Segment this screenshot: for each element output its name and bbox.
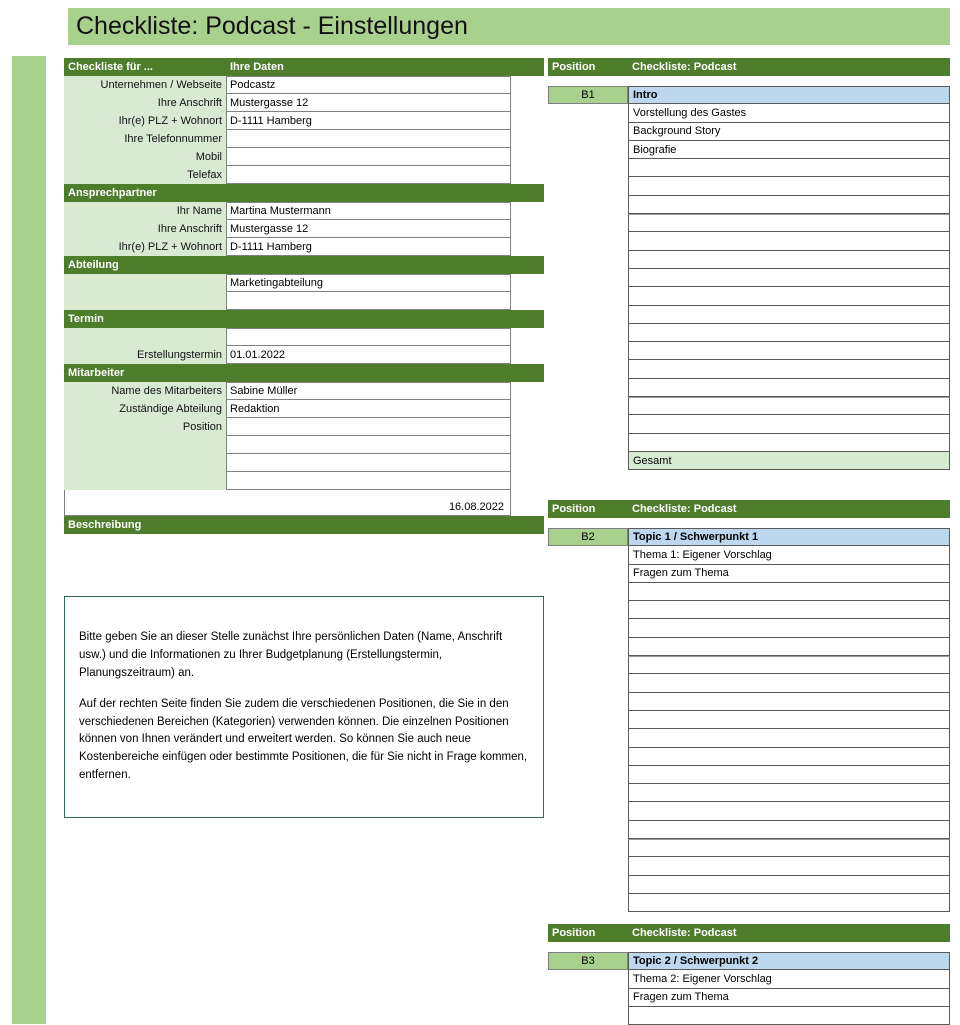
left-form-panel: [64, 58, 544, 534]
section-header-label: Checkliste für ...: [68, 61, 153, 73]
checklist-item-cell[interactable]: [628, 324, 950, 342]
checklist-item-cell[interactable]: [628, 693, 950, 711]
form-row-input[interactable]: 01.01.2022: [226, 346, 511, 364]
panel-header-title: Checkliste: Podcast: [632, 927, 737, 939]
checklist-row: [548, 306, 950, 324]
form-row: [64, 472, 544, 490]
checklist-item-cell[interactable]: [628, 821, 950, 839]
checklist-item-cell[interactable]: [628, 711, 950, 729]
position-code-badge: B3: [548, 952, 628, 970]
row-position-spacer: [548, 784, 628, 802]
checklist-row: [548, 693, 950, 711]
form-row-label: Ihre Anschrift: [64, 220, 226, 238]
checklist-row: [548, 876, 950, 894]
checklist-row: [548, 857, 950, 875]
checklist-row: [548, 766, 950, 784]
form-row-input[interactable]: Sabine Müller: [226, 382, 511, 400]
document-title-bar: [68, 8, 950, 45]
checklist-item-cell[interactable]: [628, 583, 950, 601]
form-row: [64, 346, 544, 364]
checklist-row: [548, 1007, 950, 1025]
panel-table: [548, 952, 950, 1025]
checklist-row: [548, 989, 950, 1007]
checklist-item-cell[interactable]: [628, 839, 950, 857]
checklist-row: [548, 711, 950, 729]
checklist-row: [548, 251, 950, 269]
row-spacer: [511, 94, 544, 112]
panel-header-position: Position: [552, 61, 596, 73]
checklist-row: [548, 748, 950, 766]
checklist-item-cell[interactable]: [628, 306, 950, 324]
row-position-spacer: [548, 674, 628, 692]
form-row-label: [64, 292, 226, 310]
form-row-input[interactable]: [226, 328, 511, 346]
row-position-spacer: [548, 970, 628, 988]
form-row: [64, 202, 544, 220]
checklist-row: [548, 379, 950, 397]
checklist-row: [548, 397, 950, 415]
section-header-sublabel: [226, 364, 544, 382]
form-row-label: Unternehmen / Webseite: [64, 76, 226, 94]
row-position-spacer: [548, 656, 628, 674]
row-position-spacer: [548, 123, 628, 141]
checklist-item-cell[interactable]: [628, 674, 950, 692]
form-row: [64, 76, 544, 94]
panel-title-cell[interactable]: Topic 1 / Schwerpunkt 1: [628, 528, 950, 546]
row-spacer: [511, 130, 544, 148]
date-stamp: 16.08.2022: [448, 501, 504, 513]
position-code-badge: B2: [548, 528, 628, 546]
row-spacer: [511, 418, 544, 436]
section-header-ansprechpartner: [64, 184, 544, 202]
checklist-row: [548, 196, 950, 214]
row-position-spacer: [548, 601, 628, 619]
checklist-row: [548, 287, 950, 305]
form-row: [64, 328, 544, 346]
row-spacer: [511, 328, 544, 346]
checklist-item-cell[interactable]: [628, 656, 950, 674]
total-position-spacer: [548, 452, 628, 470]
row-position-spacer: [548, 802, 628, 820]
row-position-spacer: [548, 104, 628, 122]
row-position-spacer: [548, 342, 628, 360]
total-label-cell: Gesamt: [628, 452, 950, 470]
panel-header: [548, 500, 950, 518]
row-position-spacer: [548, 857, 628, 875]
form-row-input[interactable]: D-1111 Hamberg: [226, 112, 511, 130]
form-row-label: Zuständige Abteilung: [64, 400, 226, 418]
checklist-item-cell[interactable]: [628, 269, 950, 287]
checklist-row: [548, 601, 950, 619]
checklist-item-cell[interactable]: [628, 360, 950, 378]
form-row: [64, 454, 544, 472]
form-row: [64, 274, 544, 292]
checklist-item-cell[interactable]: [628, 619, 950, 637]
form-row-label: Ihre Telefonnummer: [64, 130, 226, 148]
row-position-spacer: [548, 397, 628, 415]
checklist-item-cell[interactable]: [628, 342, 950, 360]
checklist-row: [548, 269, 950, 287]
checklist-row: [548, 894, 950, 912]
form-row-input[interactable]: [226, 148, 511, 166]
checklist-row: [548, 674, 950, 692]
panel-header-title: Checkliste: Podcast: [632, 503, 737, 515]
form-row: [64, 94, 544, 112]
row-position-spacer: [548, 546, 628, 564]
row-position-spacer: [548, 415, 628, 433]
date-stamp-cell: [64, 490, 511, 516]
form-row: [64, 112, 544, 130]
row-spacer: [511, 202, 544, 220]
checklist-panel-b1: [548, 58, 950, 470]
checklist-row: [548, 638, 950, 656]
checklist-item-cell[interactable]: Background Story: [628, 123, 950, 141]
checklist-row: [548, 123, 950, 141]
checklist-row: [548, 232, 950, 250]
checklist-item-cell[interactable]: [628, 894, 950, 912]
section-header-sublabel: [226, 184, 544, 202]
panel-title-row: [548, 952, 950, 970]
row-position-spacer: [548, 989, 628, 1007]
checklist-item-cell[interactable]: Fragen zum Thema: [628, 989, 950, 1007]
form-row-label: Ihre Anschrift: [64, 94, 226, 112]
row-position-spacer: [548, 159, 628, 177]
checklist-row: [548, 141, 950, 159]
row-spacer: [511, 436, 544, 454]
row-spacer: [511, 76, 544, 94]
row-spacer: [511, 382, 544, 400]
row-position-spacer: [548, 876, 628, 894]
row-position-spacer: [548, 232, 628, 250]
row-spacer: [511, 454, 544, 472]
checklist-row: [548, 970, 950, 988]
section-header-abteilung: [64, 256, 544, 274]
form-row-label: Telefax: [64, 166, 226, 184]
section-header-beschreibung: Beschreibung: [64, 516, 544, 534]
checklist-item-cell[interactable]: [628, 434, 950, 452]
panel-title-row: [548, 528, 950, 546]
row-position-spacer: [548, 360, 628, 378]
form-row-label: [64, 328, 226, 346]
checklist-row: [548, 159, 950, 177]
form-row-label: Name des Mitarbeiters: [64, 382, 226, 400]
row-position-spacer: [548, 583, 628, 601]
form-row-label: Erstellungstermin: [64, 346, 226, 364]
row-position-spacer: [548, 251, 628, 269]
checklist-item-cell[interactable]: [628, 159, 950, 177]
checklist-row: [548, 360, 950, 378]
checklist-item-cell[interactable]: [628, 214, 950, 232]
checklist-item-cell[interactable]: [628, 1007, 950, 1025]
checklist-row: [548, 177, 950, 195]
checklist-item-cell[interactable]: [628, 177, 950, 195]
row-position-spacer: [548, 434, 628, 452]
checklist-row: [548, 546, 950, 564]
form-row-label: Ihr(e) PLZ + Wohnort: [64, 238, 226, 256]
panel-header: [548, 924, 950, 942]
form-row: [64, 436, 544, 454]
row-spacer: [511, 274, 544, 292]
checklist-item-cell[interactable]: [628, 729, 950, 747]
form-row-input[interactable]: Mustergasse 12: [226, 94, 511, 112]
checklist-row: [548, 342, 950, 360]
form-row-input[interactable]: Marketingabteilung: [226, 274, 511, 292]
checklist-row: [548, 802, 950, 820]
row-position-spacer: [548, 214, 628, 232]
checklist-item-cell[interactable]: Biografie: [628, 141, 950, 159]
row-spacer: [511, 292, 544, 310]
row-position-spacer: [548, 306, 628, 324]
section-header-sublabel: [226, 310, 544, 328]
row-position-spacer: [548, 821, 628, 839]
left-accent-strip: [12, 56, 46, 1024]
checklist-row: [548, 583, 950, 601]
checklist-item-cell[interactable]: [628, 876, 950, 894]
checklist-item-cell[interactable]: [628, 766, 950, 784]
position-code-badge: B1: [548, 86, 628, 104]
row-position-spacer: [548, 638, 628, 656]
row-spacer: [511, 112, 544, 130]
form-row-label: [64, 472, 226, 490]
total-row: [548, 452, 950, 470]
checklist-row: [548, 619, 950, 637]
panel-header: [548, 58, 950, 76]
row-position-spacer: [548, 379, 628, 397]
row-position-spacer: [548, 748, 628, 766]
section-header-label: Abteilung: [68, 259, 119, 271]
form-row-label: Ihr Name: [64, 202, 226, 220]
form-row-input[interactable]: Podcastz: [226, 76, 511, 94]
checklist-row: [548, 729, 950, 747]
row-spacer: [511, 400, 544, 418]
checklist-item-cell[interactable]: [628, 251, 950, 269]
panel-title-cell[interactable]: Topic 2 / Schwerpunkt 2: [628, 952, 950, 970]
checklist-row: [548, 214, 950, 232]
form-row: [64, 220, 544, 238]
form-row-input[interactable]: [226, 436, 511, 454]
form-row-input[interactable]: [226, 454, 511, 472]
checklist-item-cell[interactable]: Thema 2: Eigener Vorschlag: [628, 970, 950, 988]
form-row-input[interactable]: [226, 292, 511, 310]
checklist-row: [548, 434, 950, 452]
form-row-input[interactable]: [226, 472, 511, 490]
row-position-spacer: [548, 324, 628, 342]
form-row-label: Position: [64, 418, 226, 436]
row-position-spacer: [548, 766, 628, 784]
row-position-spacer: [548, 565, 628, 583]
form-row: [64, 130, 544, 148]
form-row-label: Ihr(e) PLZ + Wohnort: [64, 112, 226, 130]
form-row-input[interactable]: [226, 166, 511, 184]
row-position-spacer: [548, 1007, 628, 1025]
form-row: [64, 292, 544, 310]
checklist-row: [548, 415, 950, 433]
form-row: [64, 382, 544, 400]
checklist-row: [548, 656, 950, 674]
row-position-spacer: [548, 619, 628, 637]
checklist-panel-b3: [548, 924, 950, 1025]
form-row: [64, 400, 544, 418]
description-paragraph: Bitte geben Sie an dieser Stelle zunächst Ihre persönlichen Daten (Name, Anschrift usw.) und die Informationen zu Ihrer Budgetplanung (Erstellungstermin, Planungszeitraum) an.: [79, 631, 503, 679]
page-title: Checkliste: Podcast - Einstellungen: [76, 12, 468, 40]
checklist-item-cell[interactable]: Vorstellung des Gastes: [628, 104, 950, 122]
form-row-label: [64, 454, 226, 472]
row-position-spacer: [548, 196, 628, 214]
checklist-item-cell[interactable]: [628, 287, 950, 305]
panel-title-row: [548, 86, 950, 104]
description-paragraph: Auf der rechten Seite finden Sie zudem die verschiedenen Positionen, die Sie in den verschiedenen Bereichen (Kategorien) verwenden können. Die einzelnen Positionen können von Ihnen verändert und erweitert werden. So können Sie auch neue Kostenbereiche einfügen oder bestimmte Positionen, die für Sie nicht in Frage kommen, entfernen.: [79, 697, 528, 781]
checklist-item-cell[interactable]: [628, 857, 950, 875]
section-header-label: Termin: [68, 313, 104, 325]
row-spacer: [511, 166, 544, 184]
row-spacer: [511, 472, 544, 490]
row-spacer: [511, 148, 544, 166]
panel-table: [548, 528, 950, 912]
checklist-item-cell[interactable]: [628, 415, 950, 433]
checklist-item-cell[interactable]: [628, 601, 950, 619]
form-row-input[interactable]: [226, 418, 511, 436]
panel-title-cell[interactable]: Intro: [628, 86, 950, 104]
form-row-label: [64, 436, 226, 454]
checklist-item-cell[interactable]: [628, 802, 950, 820]
panel-header-position: Position: [552, 503, 596, 515]
checklist-row: [548, 839, 950, 857]
form-row: [64, 148, 544, 166]
section-header-checkliste-fuer: [64, 58, 544, 76]
description-textbox[interactable]: [64, 596, 544, 818]
row-spacer: [511, 220, 544, 238]
row-spacer: [511, 238, 544, 256]
panel-table: [548, 86, 950, 470]
checklist-row: [548, 784, 950, 802]
form-row-input[interactable]: Martina Mustermann: [226, 202, 511, 220]
checklist-item-cell[interactable]: [628, 196, 950, 214]
form-row-label: Mobil: [64, 148, 226, 166]
section-header-label: Mitarbeiter: [68, 367, 125, 379]
form-row-input[interactable]: Mustergasse 12: [226, 220, 511, 238]
section-header-sublabel: Ihre Daten: [230, 61, 284, 73]
checklist-row: [548, 324, 950, 342]
form-row: [64, 238, 544, 256]
checklist-item-cell[interactable]: [628, 638, 950, 656]
form-row: [64, 166, 544, 184]
row-position-spacer: [548, 894, 628, 912]
checklist-item-cell[interactable]: [628, 232, 950, 250]
checklist-item-cell[interactable]: [628, 784, 950, 802]
panel-header-title: Checkliste: Podcast: [632, 61, 737, 73]
form-row-label: [64, 274, 226, 292]
row-position-spacer: [548, 839, 628, 857]
checklist-row: [548, 565, 950, 583]
checklist-item-cell[interactable]: [628, 379, 950, 397]
panel-header-position: Position: [552, 927, 596, 939]
row-position-spacer: [548, 287, 628, 305]
checklist-item-cell[interactable]: [628, 748, 950, 766]
row-position-spacer: [548, 177, 628, 195]
form-row-input[interactable]: D-1111 Hamberg: [226, 238, 511, 256]
form-row-input[interactable]: [226, 130, 511, 148]
row-position-spacer: [548, 269, 628, 287]
section-header-mitarbeiter: [64, 364, 544, 382]
checklist-panel-b2: [548, 500, 950, 912]
section-header-sublabel: [226, 256, 544, 274]
checklist-row: [548, 821, 950, 839]
row-position-spacer: [548, 693, 628, 711]
section-header-termin: [64, 310, 544, 328]
row-position-spacer: [548, 141, 628, 159]
row-position-spacer: [548, 729, 628, 747]
checklist-item-cell[interactable]: Fragen zum Thema: [628, 565, 950, 583]
form-row-input[interactable]: Redaktion: [226, 400, 511, 418]
checklist-item-cell[interactable]: Thema 1: Eigener Vorschlag: [628, 546, 950, 564]
form-row: [64, 418, 544, 436]
section-header-label: Ansprechpartner: [68, 187, 157, 199]
row-position-spacer: [548, 711, 628, 729]
checklist-row: [548, 104, 950, 122]
checklist-item-cell[interactable]: [628, 397, 950, 415]
row-spacer: [511, 346, 544, 364]
